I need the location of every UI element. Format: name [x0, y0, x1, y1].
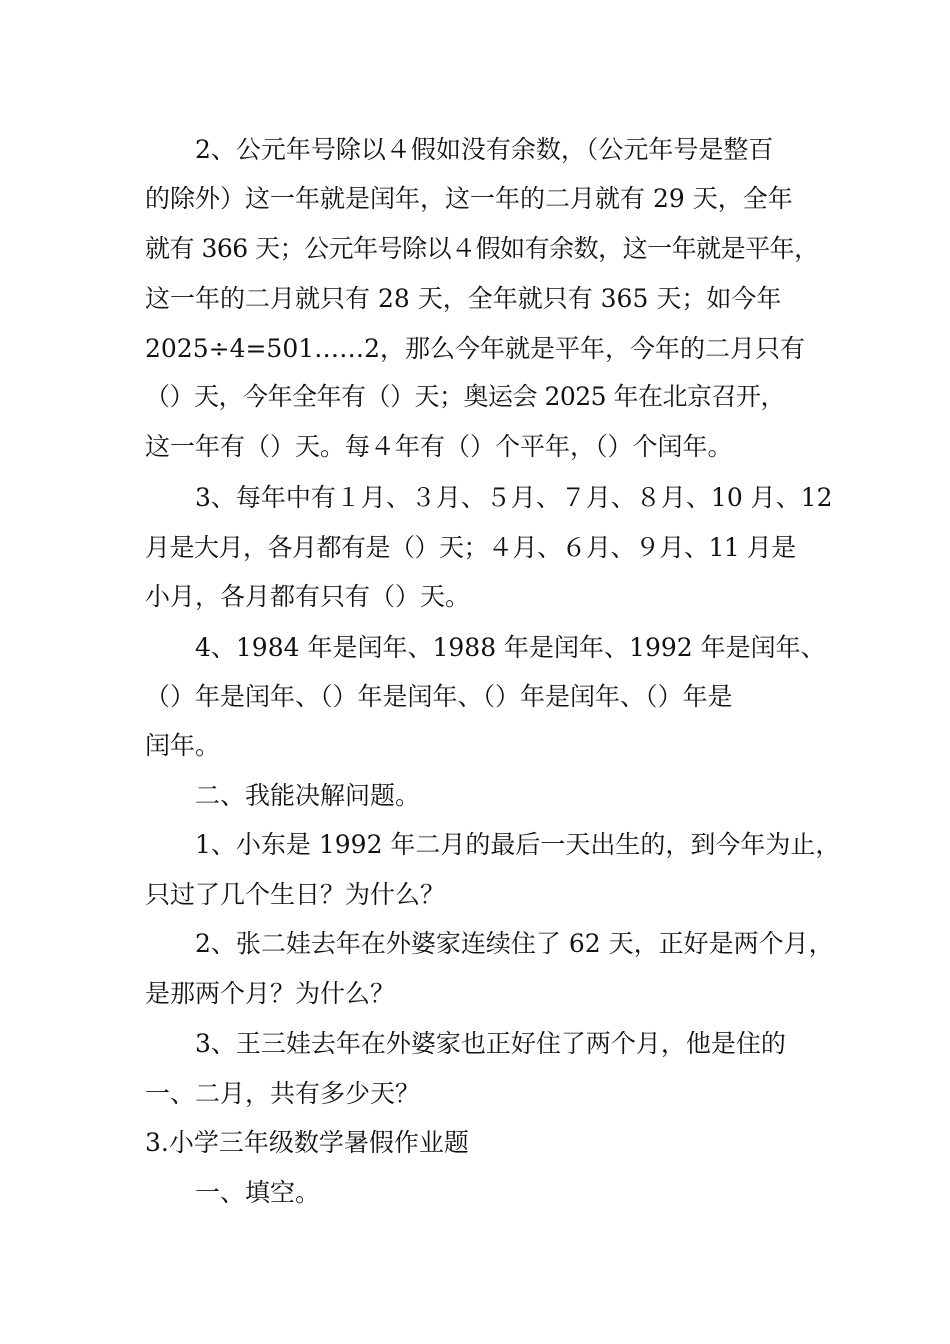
section-heading: 一、填空。 [195, 1178, 321, 1207]
text-line: （）天，今年全年有（）天；奥运会 2025 年在北京召开， [145, 382, 786, 411]
text-line: 闰年。 [145, 731, 221, 760]
text-line: 这一年有（）天。每４年有（）个平年，（）个闰年。 [145, 432, 733, 461]
text-line: 1、小东是 1992 年二月的最后一天出生的，到今年为止， [195, 830, 841, 859]
text-line: 一、二月，共有多少天？ [145, 1079, 421, 1108]
text-line: 就有 366 天；公元年号除以４假如有余数，这一年就是平年， [145, 234, 819, 263]
text-line: 2、公元年号除以４假如没有余数，（公元年号是整百 [195, 135, 774, 164]
document-heading: 3.小学三年级数学暑假作业题 [145, 1128, 469, 1157]
text-line: 2、张二娃去年在外婆家连续住了 62 天，正好是两个月， [195, 929, 834, 958]
text-line: （）年是闰年、（）年是闰年、（）年是闰年、（）年是 [145, 682, 733, 711]
text-line: 这一年的二月就只有 28 天，全年就只有 365 天；如今年 [145, 284, 782, 313]
section-heading: 二、我能决解问题。 [195, 781, 421, 810]
text-line: 月是大月，各月都有是（）天；４月、６月、９月、11 月是 [145, 533, 796, 562]
text-line: 只过了几个生日？为什么？ [145, 880, 446, 909]
text-line: 小月，各月都有只有（）天。 [145, 582, 471, 611]
text-line: 的除外）这一年就是闰年，这一年的二月就有 29 天，全年 [145, 184, 793, 213]
text-line: 2025÷4=501……2，那么今年就是平年，今年的二月只有 [145, 334, 806, 363]
text-line: 3、每年中有１月、３月、５月、７月、８月、10 月、12 [195, 483, 833, 512]
text-line: 3、王三娃去年在外婆家也正好住了两个月，他是住的 [195, 1029, 786, 1058]
text-line: 是那两个月？为什么？ [145, 979, 396, 1008]
text-line: 4、1984 年是闰年、1988 年是闰年、1992 年是闰年、 [195, 633, 826, 662]
